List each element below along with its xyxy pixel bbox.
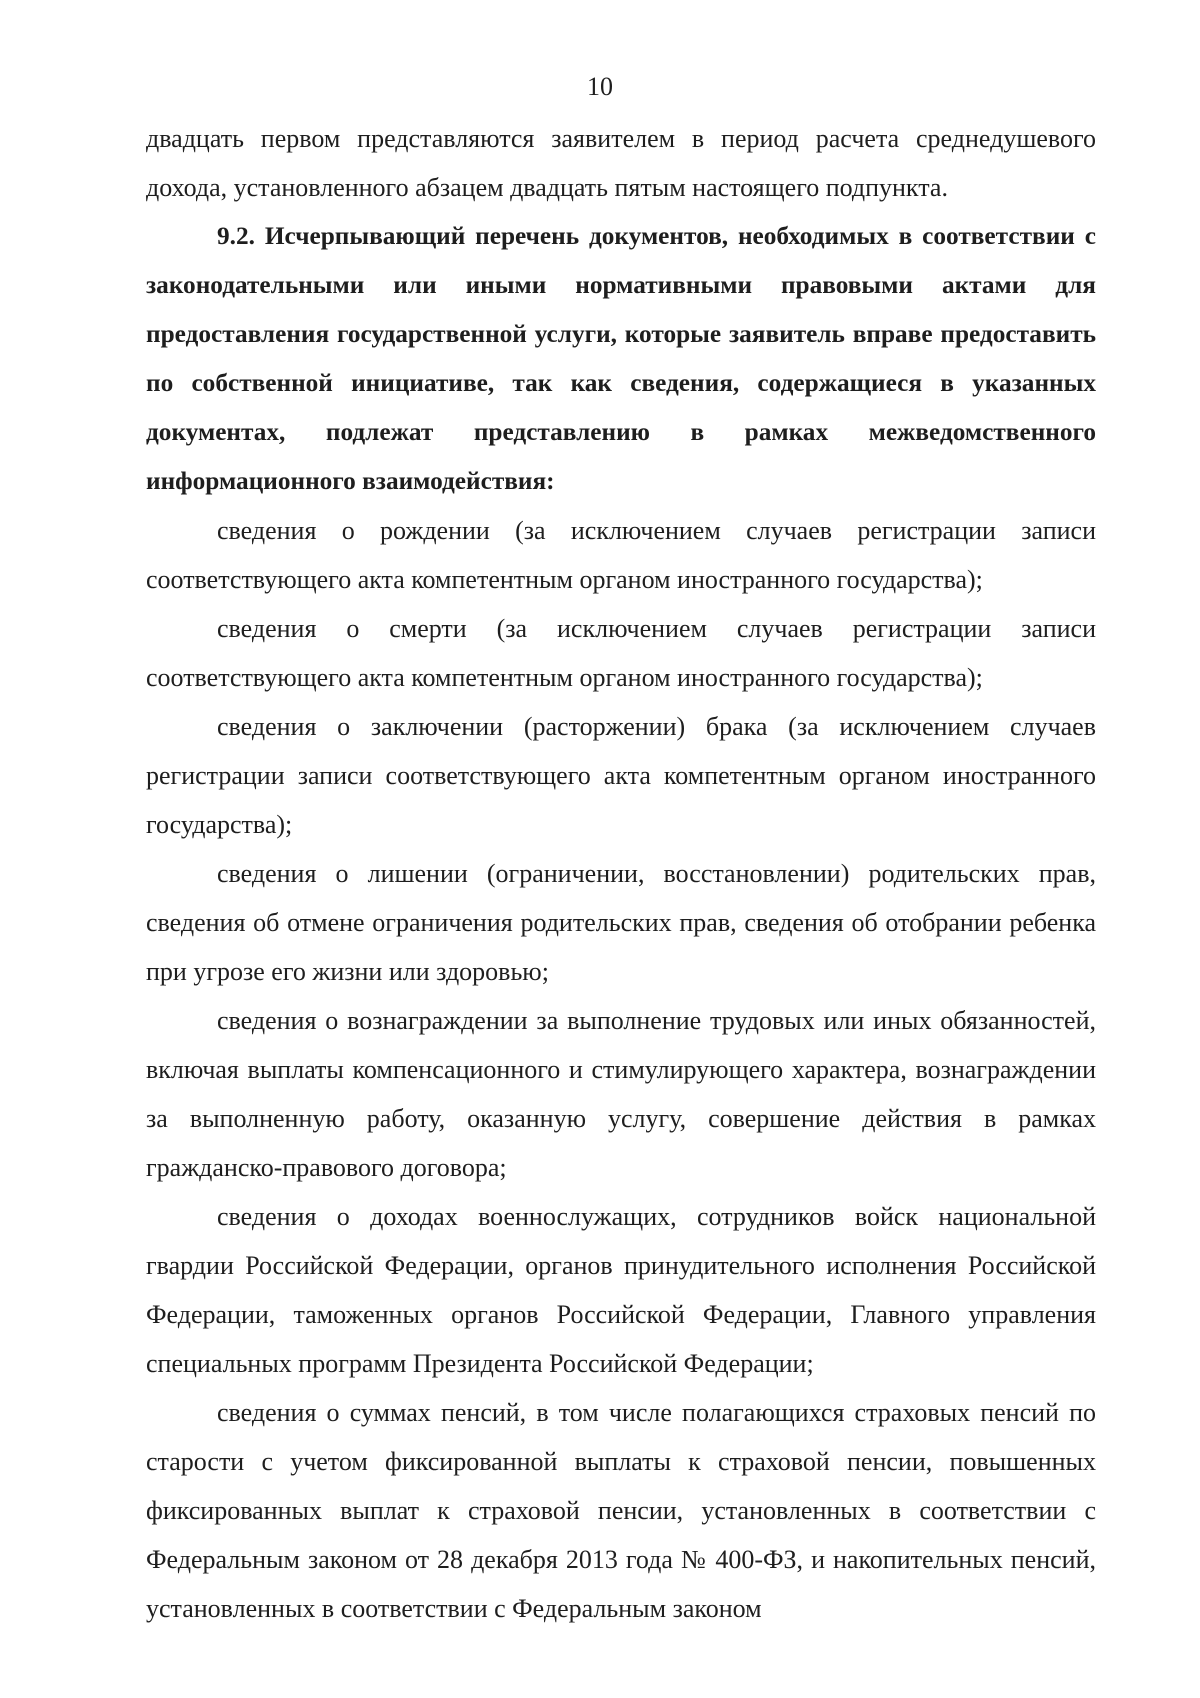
paragraph-marriage-info: сведения о заключении (расторжении) брака (за исключением случаев регистрации записи соответствующего акта компетентным органом иностранного государства); xyxy=(146,712,1096,839)
paragraph-military-income-info: сведения о доходах военнослужащих, сотрудников войск национальной гвардии Российской Федерации, органов принудительного исполнения Российской Федерации, таможенных органов Российской Федерации, Главного управления специальных программ Президента Российской Федерации; xyxy=(146,1202,1096,1378)
paragraph-birth-info: сведения о рождении (за исключением случаев регистрации записи соответствующего акта компетентным органом иностранного государства); xyxy=(146,516,1096,594)
continuation-paragraph: двадцать первом представляются заявителем в период расчета среднедушевого дохода, установленного абзацем двадцать пятым настоящего подпункта. xyxy=(146,124,1096,202)
paragraph-death-info: сведения о смерти (за исключением случаев регистрации записи соответствующего акта компетентным органом иностранного государства); xyxy=(146,614,1096,692)
section-heading-9-2: 9.2. Исчерпывающий перечень документов, необходимых в соответствии с законодательными или иными нормативными правовыми актами для предоставления государственной услуги, которые заявитель вправе предоставить по собственной инициативе, так как сведения, содержащиеся в указанных документах, подлежат представлению в рамках межведомственного информационного взаимодействия: xyxy=(146,222,1096,495)
paragraph-pension-info: сведения о суммах пенсий, в том числе полагающихся страховых пенсий по старости с учетом фиксированной выплаты к страховой пенсии, повышенных фиксированных выплат к страховой пенсии, установленных в соответствии с Федеральным законом от 28 декабря 2013 года № 400-ФЗ, и накопительных пенсий, установленных в соответствии с Федеральным законом xyxy=(146,1398,1096,1623)
paragraph-remuneration-info: сведения о вознаграждении за выполнение трудовых или иных обязанностей, включая выплаты компенсационного и стимулирующего характера, вознаграждении за выполненную работу, оказанную услугу, совершение действия в рамках гражданско-правового договора; xyxy=(146,1006,1096,1182)
paragraph-parental-rights-info: сведения о лишении (ограничении, восстановлении) родительских прав, сведения об отмене ограничения родительских прав, сведения об отобрании ребенка при угрозе его жизни или здоровью; xyxy=(146,859,1096,986)
document-body xyxy=(146,114,1096,1633)
page-number: 10 xyxy=(587,72,613,101)
